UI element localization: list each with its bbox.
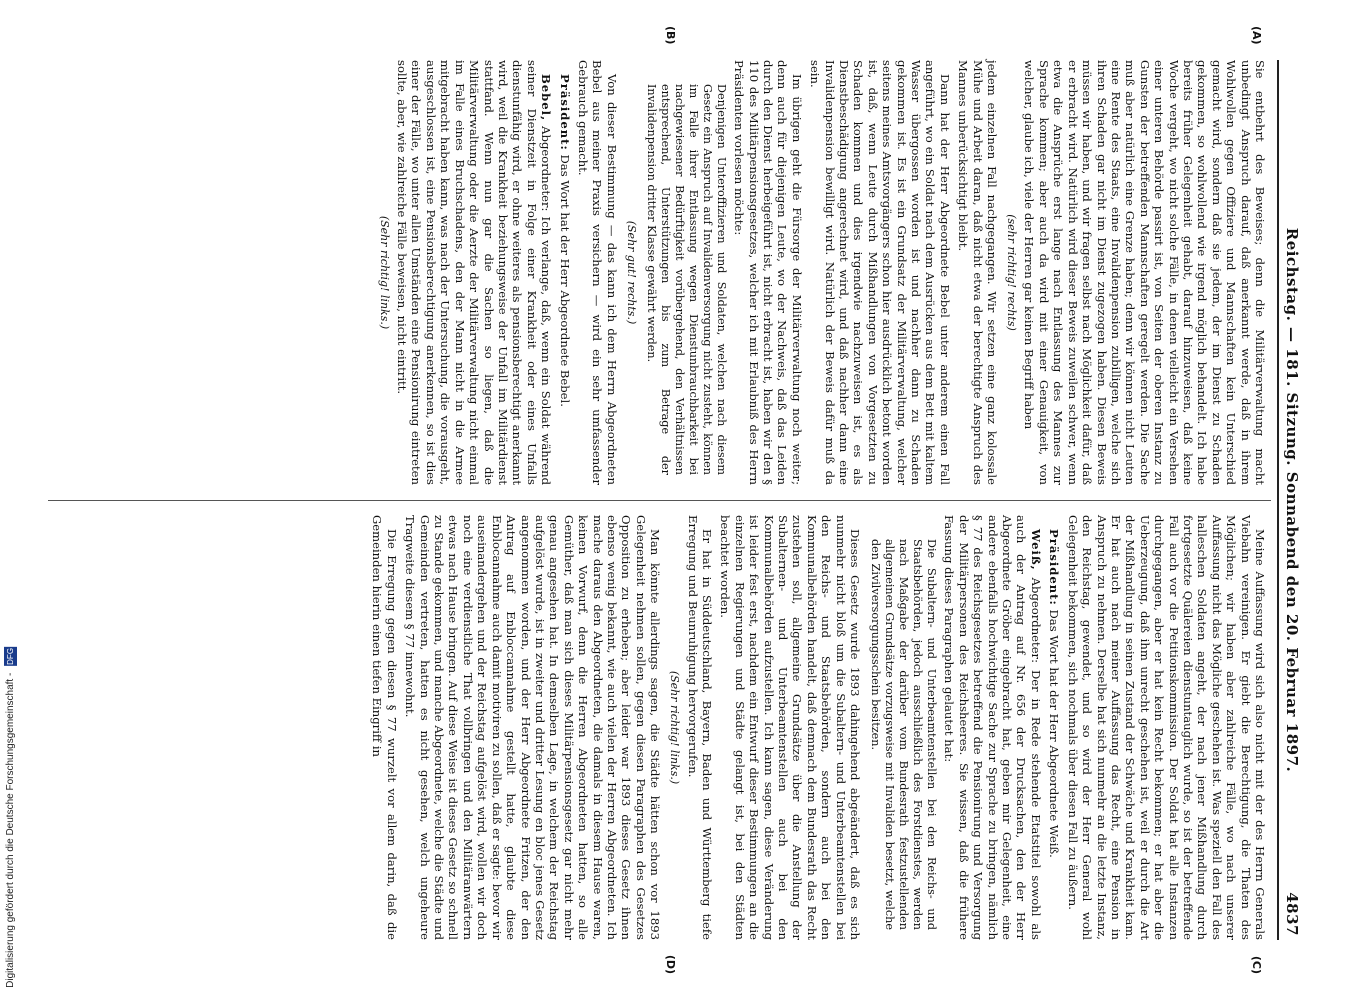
right-column <box>48 503 1267 974</box>
speaker-name: Bebel, <box>539 74 554 122</box>
quoted-law-text: Denjenigen Unteroffizieren und Soldaten, welchen nach diesem Gesetz ein Anspruch auf Invalidenversorgung nicht zusteht, können im Falle ihrer Entlassung wegen Dienstunbrauchbarkeit bei nachgewiesener Bedürftigkeit vorübergehend, den Verhältnissen entsprechend, Unterstützungen bis zum Betrage der Invalidenpension dritter Klasse gewährt werden. <box>644 84 728 475</box>
speaker-name: Präsident: <box>1047 529 1062 606</box>
text-paragraph: Von dieser Bestimmung — das kann ich dem Herrn Abgeordneten Bebel aus meiner Praxis versichern — wird ein sehr umfassender Gebrauch gemacht. <box>575 60 619 485</box>
header-rule <box>1277 60 1279 940</box>
interjection: (Sehr richtig! links.) <box>377 215 391 330</box>
speech-text: Abgeordneter: Der in Rede stehende Etatstitel sowohl als auch der Antrag auf Nr. 656 der Drucksachen, den der Herr Abgeordnete Gröber eingebracht hat, geben mir Gelegenheit, eine andere ebenfalls hochwichtige Sache zur Sprache zu bringen, nämlich § 77 des Reichsgesetzes betreffend die Pensionirung und Versorgung der Militärpersonen des Reichsheeres. Sie wissen, daß die frühere Fassung dieses Paragraphen gelautet hat: <box>942 515 1043 940</box>
text-paragraph: Die Erregung gegen diesen § 77 wurzelt vor allem darin, daß die Gemeinden hierin einen tiefen Eingriff in <box>370 515 399 940</box>
text-paragraph: Dieses Gesetz wurde 1893 dahingehend abgeändert, daß es sich nunmehr nicht bloß um die Subaltern- und Unterbeamtenstellen bei den Reichs- und Staatsbehörden, sondern auch bei den Kommunalbehörden handelt, daß demnach dem Bundesrath das Recht zustehen soll, allgemeine Grundsätze über die Anstellung der Subalternen- und Unterbeamtenstellen auch bei den Kommunalbehörden aufzustellen. Ich kann sagen, diese Veränderung ist leider fest erst, nachdem ein Entwurf dieser Bestimmungen an die einzelnen Regierungen und Städte gelangt ist, bei den Städten beachtet worden. <box>718 515 863 940</box>
column-divider <box>48 500 1271 501</box>
marker-c: (C) <box>1250 955 1263 974</box>
marker-d: (D) <box>664 954 677 974</box>
page-header <box>1281 60 1303 940</box>
speaker-name: Weiß, <box>1028 529 1043 571</box>
marker-b: (B) <box>664 26 677 45</box>
speech-paragraph <box>942 515 1043 940</box>
speech-text: Abgeordneter: Ich verlange, daß, wenn ein Soldat während seiner Dienstzeit in Folge einer Krankheit oder eines Unfalls dienstunfähig wird, er ohne weiteres als pensionsberechtigt anerkannt wird, weil die Krankheit beziehungsweise der Unfall im Militärdienst stattfand. Wenn nun gar die Sachen so liegen, daß die Militärverwaltung oder die Aerzte der Militärverwaltung nicht einmal im Falle eines Bruchschadens, den der Mann nicht in die Armee mitgebracht haben kann, was nach der Untersuchung, die vorausgeht, ausgeschlossen ist, eine Pensionsberechtigung anerkennen, so ist dies einer der Fälle, wo unter allen Umständen eine Pensionirung eintreten sollte, aber, wie zahlreiche Fälle beweisen, nicht eintritt. <box>395 60 554 485</box>
text-paragraph: Man könnte allerdings sagen, die Städte hätten schon vor 1893 Gelegenheit nehmen sollen, gegen diesen Paragraphen des Gesetzes Opposition zu erheben; aber leider war 1893 dieses Gesetz ihnen ebenso wenig bekannt, wie auch vielen der Herren Abgeordneten. Ich mache daraus den Abgeordneten, die damals in diesem Hause waren, keinen Vorwurf, denn die Herren Abgeordneten hatten, so alle Gemüther, daß man sich dieses Militärpensionsgesetz gar nicht mehr genau angesehen hat. In demselben Lage, in welchem der Reichstag aufgelöst wurde, ist in zweiter und dritter Lesung en bloc jenes Gesetz angenommen worden, und der Herr Abgeordnete Fritzen, der den Antrag auf Enbloccannahme gestellt hatte, glaubte diese Enblocannahme auch damit motiviren zu sollen, daß er sagte: bevor wir auseinandergehen und der Reichstag aufgelöst wird, wollen wir doch noch eine verdienstliche That vollbringen und den Militäranwärtern etwas nach Hause bringen. Auf diese Weise ist dieses Gesetz so schnell zu Stande gekommen, und manche Abgeordnete, welche die Städte und Gemeinden vertreten, hatten es nicht gesehen, welch ungeheure Tragweite diesem § 77 innewohnt. <box>403 515 663 940</box>
interjection: (Sehr gut! rechts.) <box>624 220 638 325</box>
speech-paragraph <box>557 60 571 485</box>
text-paragraph: Im übrigen geht die Fürsorge der Militärverwaltung noch weiter; denn auch für diejenigen Leute, wo der Nachweis, daß das Leiden durch den Dienst herbeigeführt ist, nicht erbracht ist, haben wir den § 110 des Militärpensionsgesetzes, welcher ich mit Erlaubniß des Herrn Präsidenten vorlesen möchte: <box>732 60 804 485</box>
speaker-name: Präsident: <box>557 74 572 151</box>
quoted-law-text: Die Subaltern- und Unterbeamtenstellen bei den Reichs- und Staatsbehörden, jedoch ausschließlich des Forstdienstes, werden nach Maßgabe der darüber vom Bundesrath festzustellenden allgemeinen Grundsätze vorzugsweise mit Invaliden besetzt, welche den Zivilversorgungsschein besitzen. <box>869 539 939 930</box>
digitization-footer <box>4 647 17 988</box>
text-paragraph: Sie entbehrt des Beweises; denn die Militärverwaltung macht unbedingt Anspruch darauf, daß anerkannt werde, daß in ihrem Wohlwollen gegen Offiziere und Mannschaften kein Unterschied gemacht wird, sondern daß sie jedem, der im Dienst zu Schaden gekommen, so wohlwollend wie irgend möglich behandelt. Ich habe bereits früher Gelegenheit gehabt, darauf hinzuweisen, daß keine Woche vergeht, wo nicht solche Fälle, in denen vielleicht ein Versehen einer unteren Behörde passirt ist, von Seiten der oberen Instanz zu Gunsten der betreffenden Mannschaften geregelt werden. Die Sache muß aber natürlich eine Grenze haben; denn wir können nicht Leuten eine Rente des Staats, eine Invalidenpension zubilligen, welche sich ihren Schaden gar nicht im Dienst zugezogen haben. Diesen Beweis müssen wir haben, und wir fragen selbst nach Möglichkeit dafür, daß er erbracht wird. Natürlich wird dieser Beweis zuweilen schwer, wenn etwa die Ansprüche erst lange nach Entlassung des Mannes zur Sprache kommen; aber auch da wird mit einer Genauigkeit, von welcher, glaube ich, viele der Herren gar keinen Begriff haben <box>1022 60 1267 485</box>
text-paragraph: Dann hat der Herr Abgeordnete Bebel unter anderem einen Fall angeführt, wo ein Soldat nach dem Ausrücken aus dem Bett mit kaltem Wasser übergossen worden ist und nachher dann zu Schaden gekommen ist. Es ist ein Grundsatz der Militärverwaltung, welcher seitens meines Amtsvorgängers schon hier ausdrücklich betont worden ist, daß, wenn Leute durch Mißhandlungen von Vorgesetzten zu Schaden kommen und dies irgendwie nachzuweisen ist, es als Dienstbeschädigung angerechnet wird, und daß nachher dann eine Invalidenpension bewilligt wird. Natürlich der Beweis dafür muß da sein. <box>808 60 952 485</box>
interjection: (sehr richtig! rechts) <box>1005 214 1019 331</box>
dfg-logo: DFG <box>6 648 15 666</box>
newspaper-page <box>48 26 1303 974</box>
text-paragraph: Er hat in Süddeutschland, Bayern, Baden und Württemberg tiefe Erregung und Beunruhigung hervorgerufen. <box>685 515 714 940</box>
page-title: Reichstag. — 181. Sitzung. Sonnabend den 20. Februar 1897. <box>1283 227 1301 773</box>
text-paragraph: Meine Auffassung wird sich also nicht mit der des Herrn Generals Viebahn vereinigen. Er giebt die Berechtigung, die Thaten des Möglichen; wir haben aber zahlreiche Fälle, wo nach unserer Auffassung nicht das Mögliche geschehen ist. Was speziell den Fall des halleschen Soldaten angeht, der nach jener Mißhandlung durch fortgesetzte Quälereien dienstuntauglich wurde, so ist der betreffende Fall auch vor die Petitionskommission. Der Soldat hat alle Instanzen durchgegangen, aber er hat kein Recht bekommen; er hat aber die Ueberzeugung, daß ihm unrecht geschehen ist, weil er durch die Art der Mißhandlung in seinen Zustand der Schwäche und Krankheit kam. Er hat auch nach meiner Auffassung das Recht, eine Pension in Anspruch zu nehmen. Derselbe hat sich nunmehr an die letzte Instanz, den Reichstag, gewendet, und so wird der Herr General wohl Gelegenheit bekommen, sich nochmals über diesen Fall zu äußern. <box>1065 515 1267 940</box>
speech-text: Das Wort hat der Herr Abgeordnete Bebel. <box>557 150 572 407</box>
speech-paragraph <box>1047 515 1061 940</box>
interjection: (Sehr richtig! links.) <box>668 670 682 785</box>
speech-paragraph <box>395 60 553 485</box>
speech-text: Das Wort hat der Herr Abgeordnete Weiß. <box>1047 605 1062 858</box>
marker-a: (A) <box>1250 26 1263 45</box>
text-paragraph: jedem einzelnen Fall nachgegangen. Wir setzen eine ganz kolossale Mühe und Arbeit daran, daß nicht etwa der berechtigte Anspruch des Mannes unberücksichtigt bleibt. <box>956 60 1000 485</box>
page-number: 4837 <box>1283 892 1301 936</box>
left-column <box>48 26 1267 497</box>
footer-text: Digitalisierung gefördert durch die Deutsche Forschungsgemeinschaft - <box>5 670 16 988</box>
